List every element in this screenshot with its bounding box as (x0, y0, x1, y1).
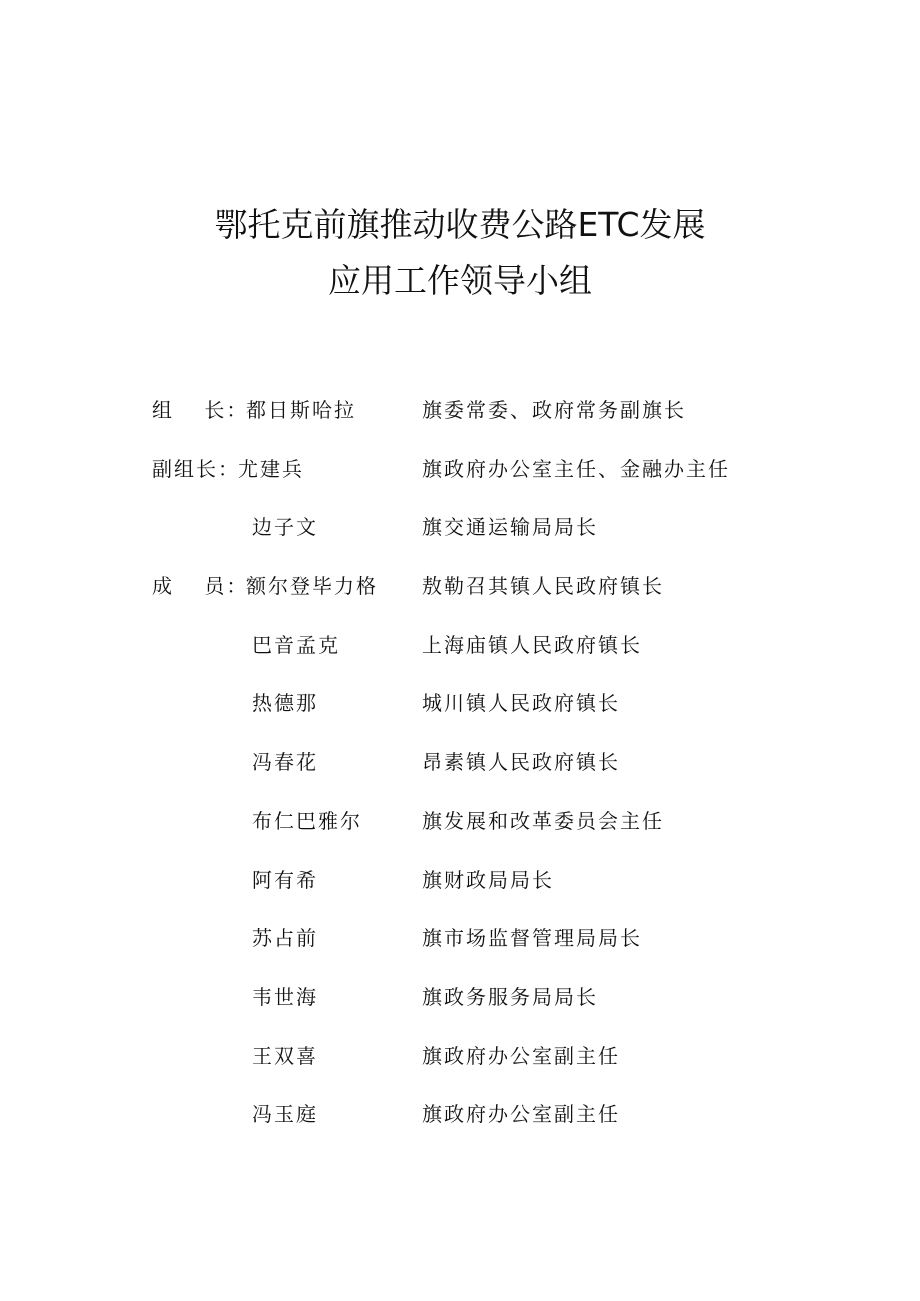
member-row (0, 683, 920, 742)
member-name: 热德那 (252, 691, 318, 716)
member-position: 旗委常委、政府常务副旗长 (422, 398, 686, 422)
member-position: 上海庙镇人民政府镇长 (422, 632, 642, 657)
document-title-line1: 鄂托克前旗推动收费公路ETC发展 (214, 205, 706, 244)
member-role: 组 长： (152, 398, 249, 422)
member-position: 昂素镇人民政府镇长 (422, 750, 620, 775)
member-position: 旗发展和改革委员会主任 (422, 808, 664, 833)
member-position: 旗交通运输局局长 (422, 515, 598, 540)
member-row (0, 625, 920, 684)
member-position: 旗政府办公室副主任 (422, 1102, 620, 1127)
member-name: 巴音孟克 (252, 632, 340, 657)
member-position: 旗市场监督管理局局长 (422, 926, 642, 951)
member-position: 城川镇人民政府镇长 (422, 691, 620, 716)
member-name: 额尔登毕力格 (246, 574, 378, 599)
member-name: 冯玉庭 (252, 1102, 318, 1127)
member-row (0, 918, 920, 977)
member-position: 旗财政局局长 (422, 867, 554, 892)
member-position: 旗政府办公室副主任 (422, 1043, 620, 1068)
member-name: 布仁巴雅尔 (252, 808, 362, 833)
member-name: 冯春花 (252, 750, 318, 775)
member-row (0, 860, 920, 919)
member-name: 王双喜 (252, 1043, 318, 1068)
member-name: 都日斯哈拉 (246, 398, 356, 422)
member-row (0, 742, 920, 801)
member-row (0, 1094, 920, 1153)
member-row (0, 977, 920, 1036)
member-row (0, 507, 920, 566)
member-role: 副组长： (152, 456, 240, 481)
member-name: 苏占前 (252, 926, 318, 951)
member-name: 边子文 (252, 515, 318, 540)
member-position: 旗政府办公室主任、金融办主任 (422, 456, 730, 481)
member-role: 成 员： (152, 574, 249, 599)
member-row (0, 566, 920, 625)
member-name: 尤建兵 (238, 456, 304, 481)
member-row (0, 449, 920, 508)
member-roster (0, 390, 920, 1153)
member-position: 敖勒召其镇人民政府镇长 (422, 574, 664, 599)
member-row (0, 1036, 920, 1095)
member-row (0, 801, 920, 860)
member-name: 韦世海 (252, 984, 318, 1009)
member-name: 阿有希 (252, 867, 318, 892)
document-title-line2: 应用工作领导小组 (328, 261, 592, 300)
member-position: 旗政务服务局局长 (422, 984, 598, 1009)
member-row (0, 390, 920, 449)
